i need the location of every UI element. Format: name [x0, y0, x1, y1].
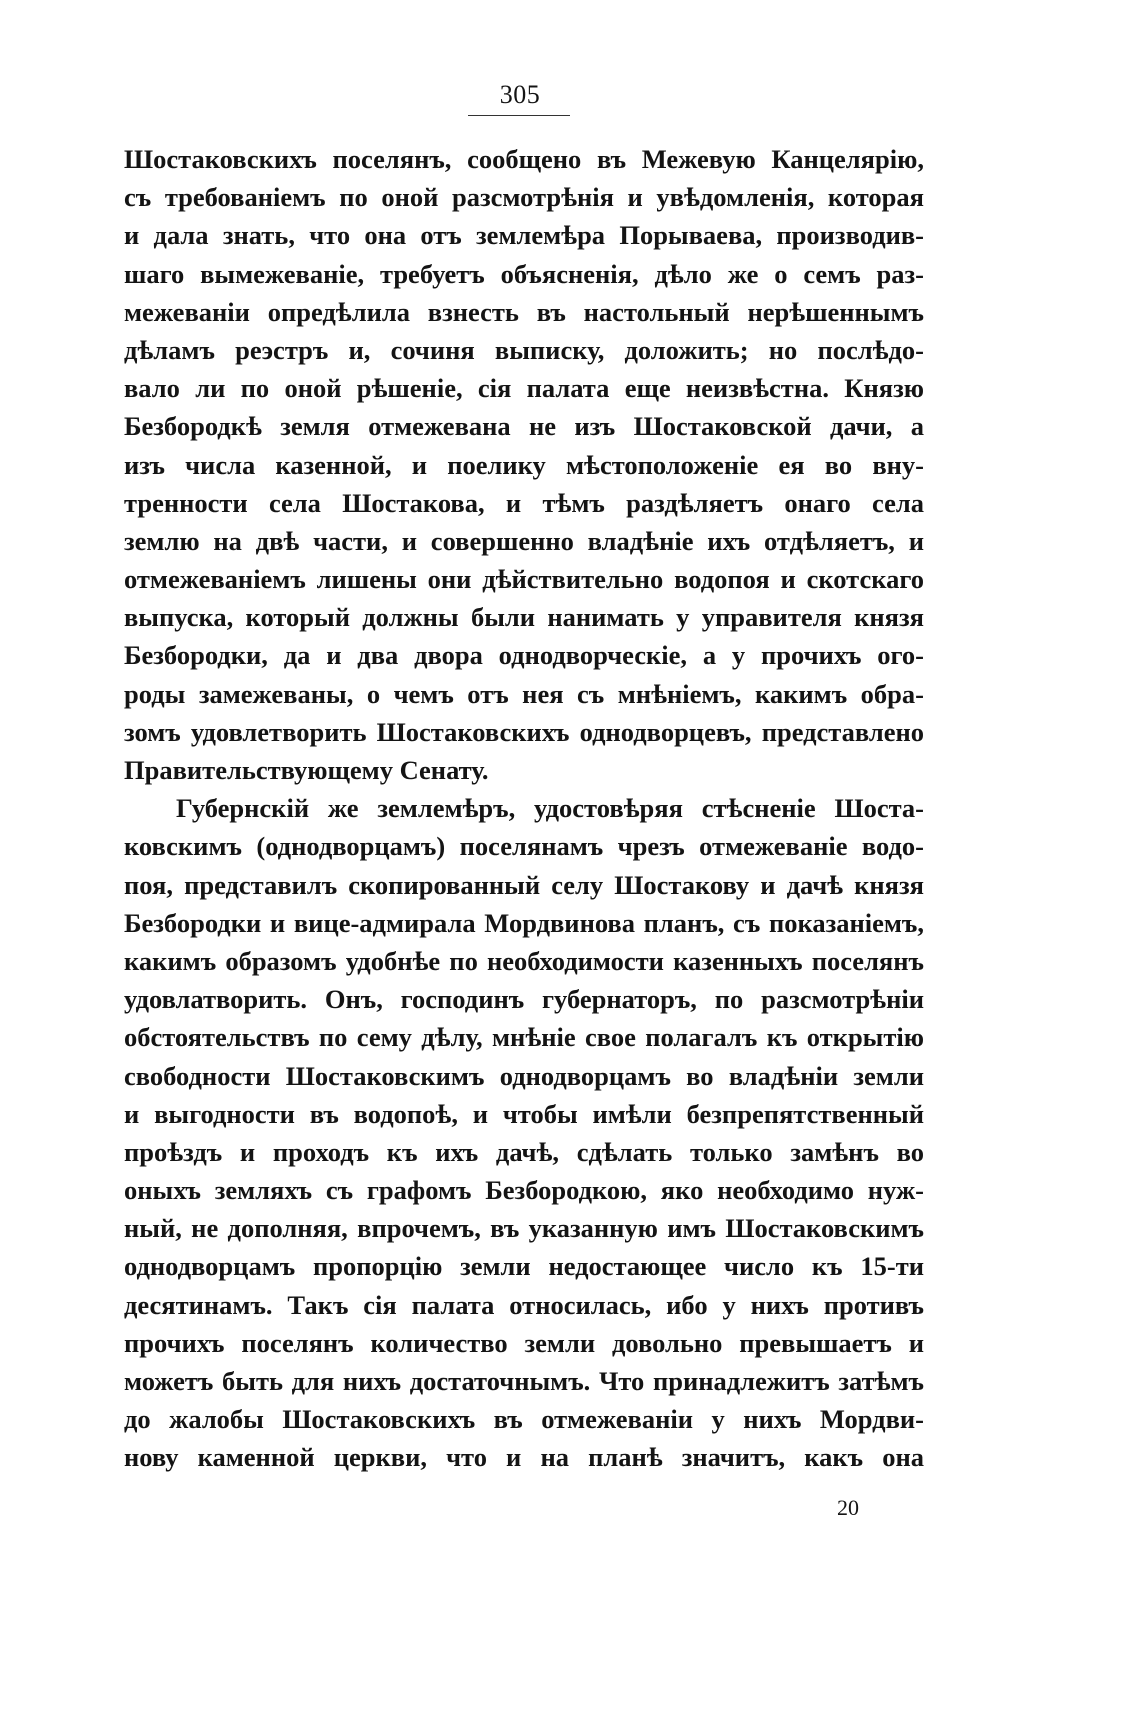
- text-line: десятинамъ. Такъ сія палата относилась, ибо у нихъ противъ: [124, 1289, 924, 1320]
- page-number-rule: [468, 115, 570, 116]
- page-number: 305: [499, 80, 541, 109]
- paragraph-2: [124, 789, 924, 1476]
- text-line: изъ числа казенной, и поелику мѣстоположеніе ея во вну-: [124, 449, 924, 480]
- text-line: и выгодности въ водопоѣ, и чтобы имѣли безпрепятственный: [124, 1098, 924, 1129]
- text-line: съ требованіемъ по оной разсмотрѣнія и увѣдомленія, которая: [124, 182, 924, 213]
- text-line: и дала знать, что она отъ землемѣра Порываева, производив-: [124, 220, 924, 251]
- text-line: ковскимъ (однодворцамъ) поселянамъ чрезъ отмежеваніе водо-: [124, 831, 924, 862]
- text-line: Безбородкѣ земля отмежевана не изъ Шостаковской дачи, а: [124, 411, 924, 442]
- text-line: можетъ быть для нихъ достаточнымъ. Что принадлежитъ затѣмъ: [124, 1366, 924, 1396]
- text-line: шаго вымежеваніе, требуетъ объясненія, дѣло же о семъ раз-: [124, 258, 924, 289]
- text-line: Шостаковскихъ поселянъ, сообщено въ Межевую Канцелярію,: [124, 144, 924, 174]
- text-line: Губернскій же землемѣръ, удостовѣряя стѣсненіе Шоста-: [176, 793, 924, 824]
- text-line: ный, не дополняя, впрочемъ, въ указанную имъ Шостаковскимъ: [124, 1213, 924, 1244]
- text-line: обстоятельствъ по сему дѣлу, мнѣніе свое полагалъ къ открытію: [124, 1022, 924, 1053]
- text-line: тренности села Шостакова, и тѣмъ раздѣляетъ онаго села: [124, 487, 924, 518]
- text-line: какимъ образомъ удобнѣе по необходимости казенныхъ поселянъ: [124, 945, 924, 976]
- text-line: нову каменной церкви, что и на планѣ значитъ, какъ она: [124, 1442, 924, 1473]
- body-text: [124, 140, 924, 1477]
- paragraph-1: [124, 140, 924, 789]
- text-line: до жалобы Шостаковскихъ въ отмежеваніи у нихъ Мордви-: [124, 1404, 924, 1435]
- text-line: отмежеваніемъ лишены они дѣйствительно водопоя и скотскаго: [124, 564, 924, 595]
- text-line: однодворцамъ пропорцію земли недостающее число къ 15-ти: [124, 1251, 924, 1282]
- text-line: дѣламъ реэстръ и, сочиня выписку, доложить; но послѣдо-: [124, 334, 924, 365]
- text-line: прочихъ поселянъ количество земли довольно превышаетъ и: [124, 1327, 924, 1358]
- text-line: удовлатворить. Онъ, господинъ губернаторъ, по разсмотрѣніи: [124, 984, 924, 1015]
- text-line: землю на двѣ части, и совершенно владѣніе ихъ отдѣляетъ, и: [124, 525, 924, 556]
- signature-mark: 20: [837, 1495, 859, 1520]
- text-line: зомъ удовлетворить Шостаковскихъ однодворцевъ, представлено: [124, 716, 924, 747]
- text-line: Безбородки, да и два двора однодворческіе, а у прочихъ ого-: [124, 640, 924, 671]
- text-line: роды замежеваны, о чемъ отъ нея съ мнѣніемъ, какимъ обра-: [124, 678, 924, 709]
- text-line: Безбородки и вице-адмирала Мордвинова планъ, съ показаніемъ,: [124, 907, 924, 938]
- text-line: вало ли по оной рѣшеніе, сія палата еще неизвѣстна. Князю: [124, 373, 924, 404]
- text-line: Правительствующему Сенату.: [124, 755, 489, 785]
- text-line: выпуска, который должны были нанимать у управителя князя: [124, 602, 924, 633]
- text-line: проѣздъ и проходъ къ ихъ дачѣ, сдѣлать только замѣнъ во: [124, 1136, 924, 1167]
- text-line: свободности Шостаковскимъ однодворцамъ во владѣніи земли: [124, 1060, 924, 1091]
- text-line: поя, представилъ скопированный селу Шостакову и дачѣ князя: [124, 869, 924, 900]
- text-line: оныхъ земляхъ съ графомъ Безбородкою, яко необходимо нуж-: [124, 1175, 924, 1206]
- text-line: межеваніи опредѣлила взнесть въ настольный нерѣшеннымъ: [124, 296, 924, 327]
